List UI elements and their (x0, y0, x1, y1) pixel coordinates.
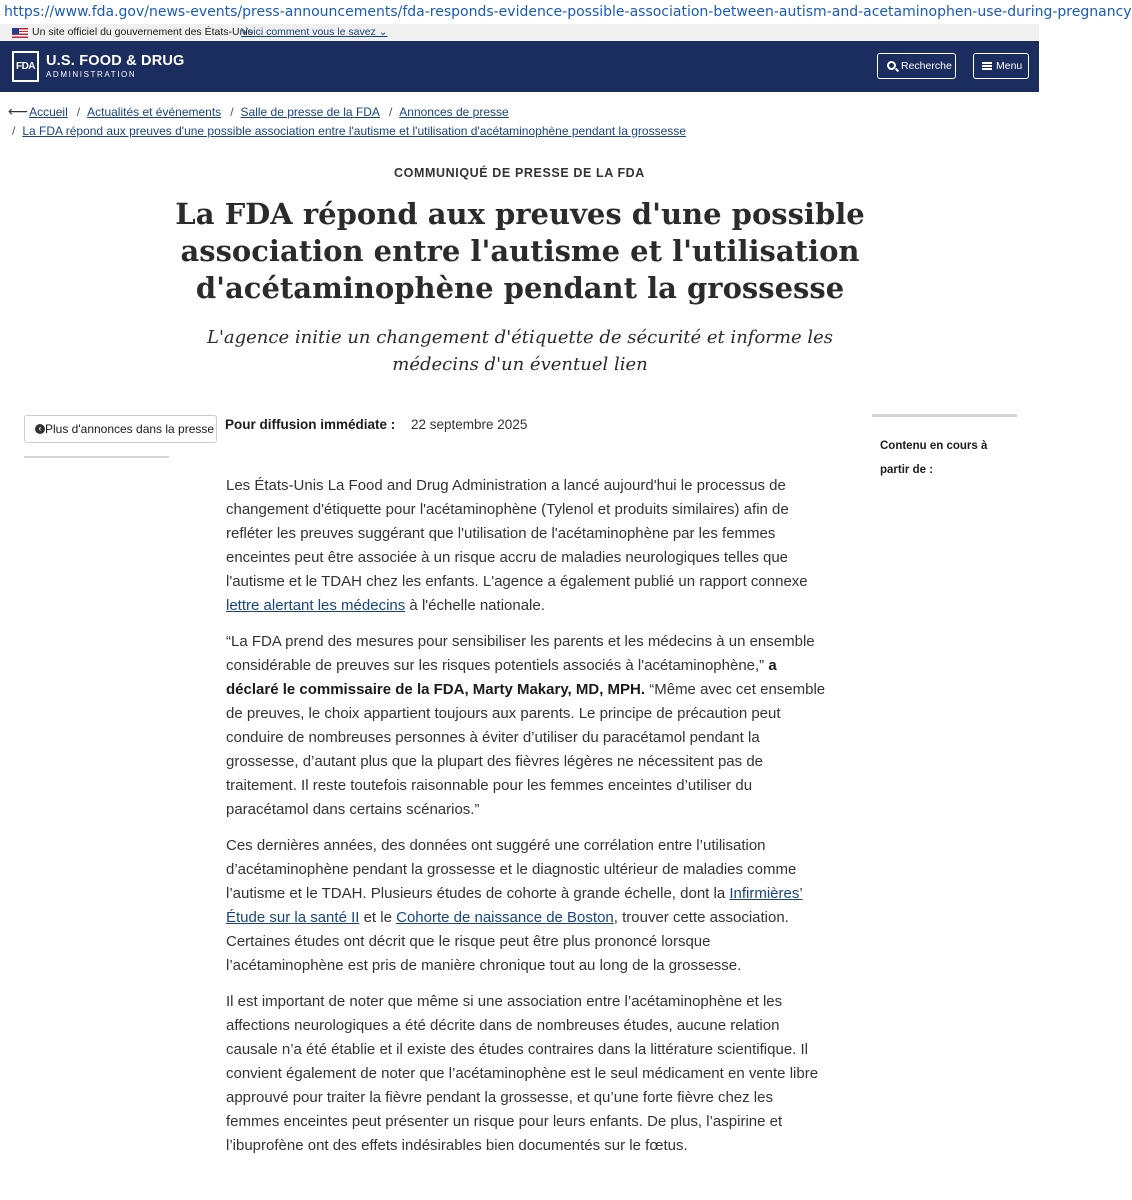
fda-logo-icon[interactable]: FDA (12, 51, 39, 82)
breadcrumb-separator: / (230, 105, 234, 119)
us-flag-icon (12, 28, 28, 38)
article-kicker: COMMUNIQUÉ DE PRESSE DE LA FDA (394, 166, 645, 180)
right-divider (872, 414, 1017, 417)
gov-banner-text: Un site officiel du gouvernement des États-Unis (32, 26, 254, 38)
breadcrumb-newsroom[interactable]: Salle de presse de la FDA (240, 105, 380, 119)
release-label: Pour diffusion immédiate : (225, 417, 396, 432)
breadcrumb-separator: / (388, 105, 393, 119)
logo-subtitle: ADMINISTRATION (46, 70, 137, 79)
breadcrumb-current[interactable]: La FDA répond aux preuves d'une possible association entre l'autisme et l'utilisation d'acétaminophène pendant la grossesse (22, 124, 686, 138)
nurses-health-study-link[interactable]: Infirmières’ Étude sur la santé II (226, 885, 803, 926)
paragraph-text: , trouver cette association. Certaines études ont décrit que le risque peut être plus prononcé lorsque l’acétaminophène est pris de manière chronique tout au long de la grossesse. (226, 909, 789, 974)
paragraph (226, 834, 826, 978)
breadcrumb-separator: / (12, 124, 16, 138)
paragraph-text: “La FDA prend des mesures pour sensibiliser les parents et les médecins à un ensemble considérable de preuves sur les risques potentiels associés à l'acétaminophène,” (226, 633, 815, 674)
url-text[interactable]: https://www.fda.gov/news-events/press-announcements/fda-responds-evidence-possible-association-between-autism-and-acetaminophen-use-during-pregnancy (4, 4, 1132, 20)
left-divider (24, 456, 169, 458)
arrow-left-circle-icon: ‹ (35, 424, 45, 434)
address-bar[interactable] (0, 0, 1132, 26)
hamburger-icon (982, 62, 992, 70)
site-header (0, 41, 1039, 92)
gov-banner-link[interactable]: Voici comment vous le savez ⌄ (241, 26, 388, 38)
breadcrumb (8, 102, 1028, 141)
paragraph-text: “Même avec cet ensemble de preuves, le choix appartient toujours aux parents. Le principe de précaution peut conduire de nombreuses personnes à éviter d’utiliser du paracétamol pendant la grossesse, d’autant plus que la plupart des fièvres légères ne nécessitent pas de traitement. Il reste toutefois raisonnable pour les femmes enceintes d’utiliser du paracétamol dans certains scénarios.” (226, 681, 826, 818)
paragraph-text: à l'échelle nationale. (405, 597, 545, 614)
breadcrumb-home[interactable]: Accueil (29, 105, 68, 119)
breadcrumb-separator: / (76, 105, 81, 119)
search-icon (887, 61, 896, 70)
boston-birth-cohort-link[interactable]: Cohorte de naissance de Boston (396, 909, 614, 926)
article-body (226, 474, 826, 1170)
paragraph (226, 630, 826, 822)
menu-button-label: Menu (996, 60, 1023, 72)
more-announcements-button[interactable] (24, 415, 217, 443)
breadcrumb-news-events[interactable]: Actualités et événements (87, 105, 222, 119)
quote-attribution: a déclaré le commissaire de la FDA, Marty Makary, MD, MPH. (226, 657, 777, 698)
more-announcements-label: Plus d'annonces dans la presse (45, 422, 215, 436)
page-title: La FDA répond aux preuves d'une possible association entre l'autisme et l'utilisation d'acétaminophène pendant la grossesse (175, 197, 865, 305)
gov-banner (0, 24, 1039, 41)
release-date: 22 septembre 2025 (411, 417, 528, 432)
menu-button[interactable] (973, 53, 1029, 79)
logo-title[interactable]: U.S. FOOD & DRUG (46, 53, 185, 69)
paragraph-text: Ces dernières années, des données ont suggéré une corrélation entre l’utilisation d’acétaminophène pendant la grossesse et le diagnostic ultérieur de maladies comme l’autisme et le TDAH. Plusieurs études de cohorte à grande échelle, dont la (226, 837, 797, 902)
search-button-label: Recherche (901, 60, 952, 72)
paragraph-text: Les États-Unis La Food and Drug Administration a lancé aujourd'hui le processus de changement d'étiquette pour l'acétaminophène (Tylenol et produits similaires) afin de refléter les preuves suggérant que l'utilisation de l'acétaminophène par les femmes enceintes peut être associée à un risque accru de maladies neurologiques telles que l'autisme et le TDAH chez les enfants. L'agence a également publié un rapport connexe (226, 477, 808, 590)
search-button[interactable] (877, 53, 956, 79)
page-subtitle: L'agence initie un changement d'étiquette de sécurité et informe les médecins d'un éventuel lien (207, 327, 833, 375)
paragraph (226, 474, 826, 618)
paragraph: Il est important de noter que même si une association entre l’acétaminophène et les affections neurologiques a été décrite dans de nombreuses études, aucune relation causale n’a été établie et il existe des études contraires dans la littérature scientifique. Il convient également de noter que l’acétaminophène est le seul médicament en vente libre approuvé pour traiter la fièvre pendant la grossesse, et qu’une forte fièvre chez les femmes enceintes peut présenter un risque pour leurs enfants. De plus, l’aspirine et l’ibuprofène ont des effets indésirables bien documentés sur le fœtus. (226, 993, 819, 1154)
content-current-as-of: Contenu en cours à partir de : (880, 440, 988, 476)
breadcrumb-press-announcements[interactable]: Annonces de presse (399, 105, 509, 119)
doctors-letter-link[interactable]: lettre alertant les médecins (226, 597, 406, 614)
paragraph-text: et le (359, 909, 397, 926)
back-arrow-icon: ⟵ (8, 103, 29, 119)
